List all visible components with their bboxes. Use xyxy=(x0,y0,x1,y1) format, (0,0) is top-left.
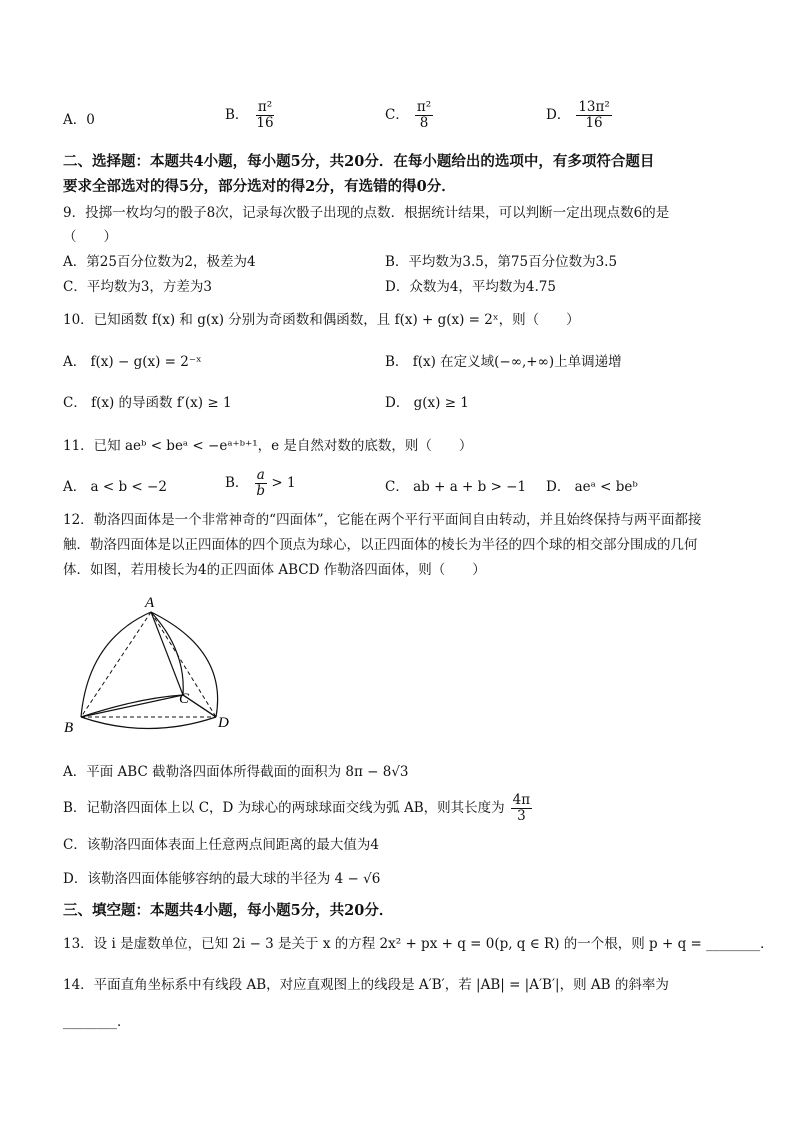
q12-option-b xyxy=(63,793,532,824)
fraction-numerator: a xyxy=(256,467,265,483)
q9-option-d: D．众数为4，平均数为4.75 xyxy=(385,279,556,295)
q8-option-d-fraction xyxy=(576,100,611,131)
q12-line1: 12．勒洛四面体是一个非常神奇的“四面体”，它能在两个平行平面间自由转动，并且始终保持与两平面都接 xyxy=(63,512,702,528)
q11-option-b-fraction xyxy=(254,468,267,499)
q8-option-c xyxy=(385,100,433,131)
q10-option-c: C． f(x) 的导函数 f′(x) ≥ 1 xyxy=(63,395,232,411)
vertex-label-d: D xyxy=(218,715,229,731)
q8-option-a: A．0 xyxy=(63,112,95,128)
q12-option-c: C．该勒洛四面体表面上任意两点间距离的最大值为4 xyxy=(63,837,379,853)
q11-option-b xyxy=(225,468,296,499)
q8-option-c-label: C． xyxy=(385,107,409,123)
q11-stem: 11．已知 aeᵇ < beᵃ < −eᵃ⁺ᵇ⁺¹，e 是自然对数的底数，则（ ） xyxy=(63,438,473,454)
vertex-label-a: A xyxy=(145,595,155,611)
section2-heading-line2: 要求全部选对的得5分，部分选对的得2分，有选错的得0分． xyxy=(63,178,456,195)
fraction-denominator: 16 xyxy=(256,115,274,131)
fraction-denominator: b xyxy=(256,483,266,499)
fraction-denominator: 16 xyxy=(585,115,603,131)
fraction-numerator: 4π xyxy=(512,792,531,808)
q11-option-a: A． a < b < −2 xyxy=(63,479,167,495)
q10-option-d: D． g(x) ≥ 1 xyxy=(385,395,469,411)
q9-paren: （ ） xyxy=(63,229,117,245)
vertex-label-c: C xyxy=(179,691,190,707)
q10-option-a: A． f(x) − g(x) = 2⁻ˣ xyxy=(63,354,202,370)
q14-line2: ________． xyxy=(63,1014,131,1030)
fraction-numerator: π² xyxy=(416,99,432,115)
q9-option-a: A．第25百分位数为2，极差为4 xyxy=(63,254,256,270)
reuleaux-tetrahedron-figure xyxy=(58,590,248,740)
q8-option-b xyxy=(225,100,276,131)
q9-option-b: B．平均数为3.5，第75百分位数为3.5 xyxy=(385,254,618,270)
q9-stem: 9．投掷一枚均匀的骰子8次，记录每次骰子出现的点数．根据统计结果，可以判断一定出现点数6的是 xyxy=(63,205,670,221)
q8-option-d-label: D． xyxy=(546,107,571,123)
q13-text: 13．设 i 是虚数单位，已知 2i − 3 是关于 x 的方程 2x² + px + q = 0(p, q ∈ R) 的一个根，则 p + q = ________． xyxy=(63,936,774,952)
q12-line3: 体．如图，若用棱长为4的正四面体 ABCD 作勒洛四面体，则（ ） xyxy=(63,562,486,578)
q12-option-b-text: B．记勒洛四面体上以 C，D 为球心的两球球面交线为弧 AB，则其长度为 xyxy=(63,800,505,816)
section2-heading-line1: 二、选择题：本题共4小题，每小题5分，共20分．在每小题给出的选项中，有多项符合题目 xyxy=(63,153,655,170)
q12-option-a: A．平面 ABC 截勒洛四面体所得截面的面积为 8π − 8√3 xyxy=(63,764,409,780)
q11-option-b-label: B． xyxy=(225,475,249,491)
vertex-label-b: B xyxy=(64,720,74,736)
q12-option-d: D．该勒洛四面体能够容纳的最大球的半径为 4 − √6 xyxy=(63,871,381,887)
q10-option-b: B． f(x) 在定义域(−∞,+∞)上单调递增 xyxy=(385,354,622,370)
fraction-denominator: 8 xyxy=(419,115,429,131)
q9-option-c: C．平均数为3，方差为3 xyxy=(63,279,213,295)
q12-option-b-fraction xyxy=(511,793,532,824)
q11-option-c: C． ab + a + b > −1 xyxy=(385,479,527,495)
q11-option-d: D． aeᵃ < beᵇ xyxy=(546,479,638,495)
q14-line1: 14．平面直角坐标系中有线段 AB，对应直观图上的线段是 A′B′，若 |AB| = |A′B′|，则 AB 的斜率为 xyxy=(63,977,669,993)
fraction-denominator: 3 xyxy=(517,808,526,824)
q11-option-b-tail: > 1 xyxy=(271,475,296,491)
q8-option-d xyxy=(546,100,612,131)
q8-option-b-fraction xyxy=(254,100,275,131)
q12-line2: 触．勒洛四面体是以正四面体的四个顶点为球心，以正四面体的棱长为半径的四个球的相交部分围成的几何 xyxy=(63,537,698,553)
q8-option-c-fraction xyxy=(415,100,433,131)
edge-a-c xyxy=(151,612,183,695)
fraction-numerator: 13π² xyxy=(578,99,610,115)
edge-b-c xyxy=(81,695,183,717)
section3-heading: 三、填空题：本题共4小题，每小题5分，共20分． xyxy=(63,902,394,919)
q10-stem: 10．已知函数 f(x) 和 g(x) 分别为奇函数和偶函数，且 f(x) + g(x) = 2ˣ，则（ ） xyxy=(63,312,580,328)
q8-option-b-label: B． xyxy=(225,107,249,123)
fraction-numerator: π² xyxy=(257,99,273,115)
arc-b-d xyxy=(81,717,216,729)
